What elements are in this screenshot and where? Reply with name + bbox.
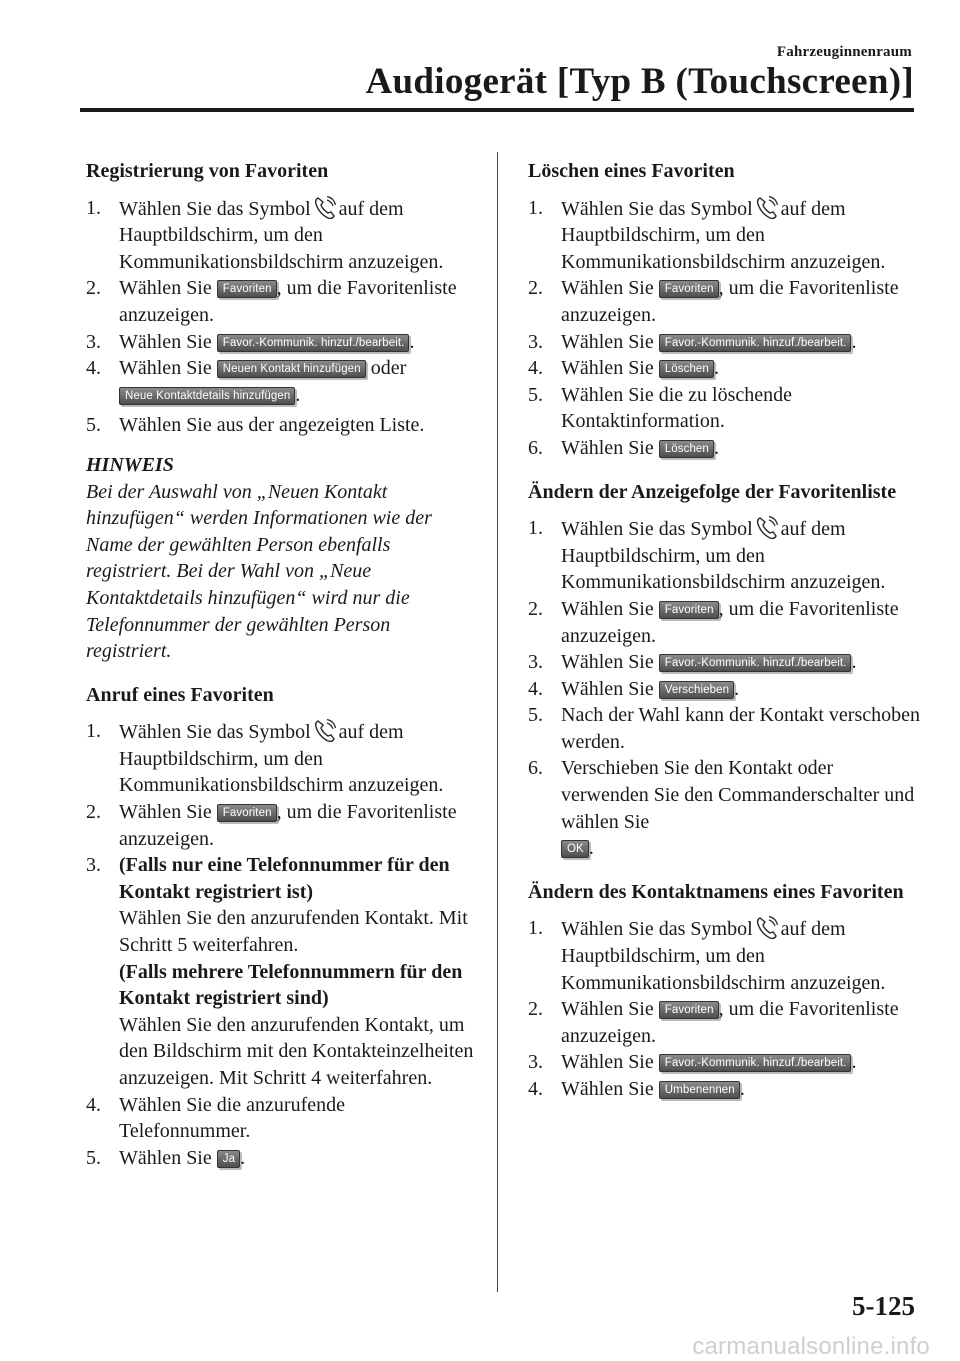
favoriten-button[interactable]: Favoriten xyxy=(217,280,277,298)
favor-kommunik-button[interactable]: Favor.-Kommunik. hinzuf./bearbeit. xyxy=(659,334,852,352)
ja-button[interactable]: Ja xyxy=(217,1150,240,1168)
neue-kontaktdetails-button[interactable]: Neue Kontaktdetails hinzufügen xyxy=(119,387,295,405)
list-item: 2. Wählen Sie Favoriten , um die Favoritenliste anzuzeigen. xyxy=(528,998,899,1047)
favoriten-button[interactable]: Favoriten xyxy=(217,804,277,822)
loeschen-button[interactable]: Löschen xyxy=(659,440,714,458)
list-item: 2. Wählen Sie Favoriten , um die Favoritenliste anzuzeigen. xyxy=(86,277,457,326)
phone-icon xyxy=(313,718,337,744)
heading-kontaktname: Ändern des Kontaktnamens eines Favoriten xyxy=(528,880,904,903)
list-item: 3. Wählen Sie Favor.-Kommunik. hinzuf./bearbeit. . xyxy=(528,330,857,353)
list-anruf xyxy=(86,718,478,1171)
heading-anzeigefolge: Ändern der Anzeigefolge der Favoritenliste xyxy=(528,480,897,503)
phone-icon xyxy=(755,515,779,541)
hinweis-note xyxy=(86,452,478,665)
list-item: 5. Wählen Sie aus der angezeigten Liste. xyxy=(86,414,425,437)
list-item: 2. Wählen Sie Favoriten , um die Favoritenliste anzuzeigen. xyxy=(528,597,899,647)
heading-anruf: Anruf eines Favoriten xyxy=(86,683,274,706)
list-item: 4. Wählen Sie Löschen . xyxy=(528,357,719,380)
phone-icon xyxy=(755,195,779,221)
list-item: 3. Wählen Sie Favor.-Kommunik. hinzuf./bearbeit. . xyxy=(86,330,415,353)
list-item: 4. Wählen Sie Umbenennen . xyxy=(528,1078,745,1100)
list-kontaktname xyxy=(528,915,920,1102)
page-title: Audiogerät [Typ B (Touchscreen)] xyxy=(365,61,914,102)
list-item: 4. Wählen Sie Neuen Kontakt hinzufügen oder Neue Kontaktdetails hinzufügen . xyxy=(86,357,407,406)
favoriten-button[interactable]: Favoriten xyxy=(659,280,719,298)
hinweis-title: HINWEIS xyxy=(86,453,174,476)
list-item: 1. Wählen Sie das Symbol auf dem Hauptbildschirm, um den Kommunikationsbildschirm anzuzeigen. xyxy=(86,196,444,273)
header-section-title: Fahrzeuginnenraum xyxy=(776,44,912,60)
neuen-kontakt-button[interactable]: Neuen Kontakt hinzufügen xyxy=(217,360,366,378)
condition-single-number: (Falls nur eine Telefonnummer für den Kontakt registriert ist) xyxy=(119,854,450,903)
list-item: 4. Wählen Sie die anzurufende Telefonnummer. xyxy=(86,1093,346,1143)
page-number: 5-125 xyxy=(852,1291,915,1321)
list-item: 2. Wählen Sie Favoriten , um die Favoritenliste anzuzeigen. xyxy=(86,801,457,850)
verschieben-button[interactable]: Verschieben xyxy=(659,681,734,699)
list-item: 3. (Falls nur eine Telefonnummer für den Kontakt registriert ist) Wählen Sie den anzurufenden Kontakt. Mit Schritt 5 weiterfahren. (Falls mehrere Telefonnummern für den Kontakt registriert sind) Wählen Sie den anzurufenden Kontakt, um den Bildschirm mit den Kontakteinzelheiten anzuzeigen. Mit Schritt 4 weiterfahren. xyxy=(86,852,478,1091)
list-item: 2. Wählen Sie Favoriten , um die Favoritenliste anzuzeigen. xyxy=(528,277,899,326)
list-item: 1. Wählen Sie das Symbol auf dem Hauptbildschirm, um den Kommunikationsbildschirm anzuzeigen. xyxy=(528,917,886,994)
ok-button[interactable]: OK xyxy=(561,840,589,858)
condition-multiple-numbers: (Falls mehrere Telefonnummern für den Kontakt registriert sind) xyxy=(119,960,463,1010)
column-divider xyxy=(497,152,498,1292)
favor-kommunik-button[interactable]: Favor.-Kommunik. hinzuf./bearbeit. xyxy=(217,334,410,352)
hinweis-text: Bei der Auswahl von „Neuen Kontakt hinzufügen“ werden Informationen wie der Name der gewählten Person ebenfalls registriert. Bei der Wahl von „Neue Kontaktdetails hinzufügen“ wird nur die Telefonnummer der gewählten Person registriert. xyxy=(86,480,432,663)
favoriten-button[interactable]: Favoriten xyxy=(659,1001,719,1019)
list-item: 1. Wählen Sie das Symbol auf dem Hauptbildschirm, um den Kommunikationsbildschirm anzuzeigen. xyxy=(528,517,886,594)
phone-icon xyxy=(313,195,337,221)
header-divider xyxy=(80,108,914,112)
list-item: 4. Wählen Sie Verschieben . xyxy=(528,677,740,700)
loeschen-button[interactable]: Löschen xyxy=(659,360,714,378)
watermark: carmanualsonline.info xyxy=(692,1333,930,1360)
heading-registrierung: Registrierung von Favoriten xyxy=(86,160,329,182)
favoriten-button[interactable]: Favoriten xyxy=(659,601,719,619)
phone-icon xyxy=(755,915,779,941)
list-item: 5. Wählen Sie Ja . xyxy=(86,1146,246,1169)
list-item: 3. Wählen Sie Favor.-Kommunik. hinzuf./bearbeit. . xyxy=(528,1051,857,1074)
list-anzeigefolge xyxy=(528,515,920,862)
list-item: 6. Verschieben Sie den Kontakt oder verwenden Sie den Commanderschalter und wählen Sie OK . xyxy=(528,757,915,860)
favor-kommunik-button[interactable]: Favor.-Kommunik. hinzuf./bearbeit. xyxy=(659,1054,852,1072)
right-column xyxy=(528,158,920,1103)
umbenennen-button[interactable]: Umbenennen xyxy=(659,1081,740,1099)
list-loeschen xyxy=(528,195,920,462)
list-item: 6. Wählen Sie Löschen . xyxy=(528,436,719,459)
list-item: 1. Wählen Sie das Symbol auf dem Hauptbildschirm, um den Kommunikationsbildschirm anzuzeigen. xyxy=(528,196,886,273)
instruction-text: Wählen Sie den anzurufenden Kontakt. Mit Schritt 5 weiterfahren. xyxy=(119,907,468,957)
left-column xyxy=(86,158,478,1171)
instruction-text: Wählen Sie den anzurufenden Kontakt, um den Bildschirm mit den Kontakteinzelheiten anzuzeigen. Mit Schritt 4 weiterfahren. xyxy=(119,1013,474,1089)
heading-loeschen: Löschen eines Favoriten xyxy=(528,160,735,182)
list-item: 5. Nach der Wahl kann der Kontakt verschoben werden. xyxy=(528,704,921,753)
list-item: 3. Wählen Sie Favor.-Kommunik. hinzuf./bearbeit. . xyxy=(528,651,857,674)
list-item: 1. Wählen Sie das Symbol auf dem Hauptbildschirm, um den Kommunikationsbildschirm anzuzeigen. xyxy=(86,720,444,797)
list-item: 5. Wählen Sie die zu löschende Kontaktinformation. xyxy=(528,383,793,433)
favor-kommunik-button[interactable]: Favor.-Kommunik. hinzuf./bearbeit. xyxy=(659,654,852,672)
list-registrierung xyxy=(86,195,478,439)
